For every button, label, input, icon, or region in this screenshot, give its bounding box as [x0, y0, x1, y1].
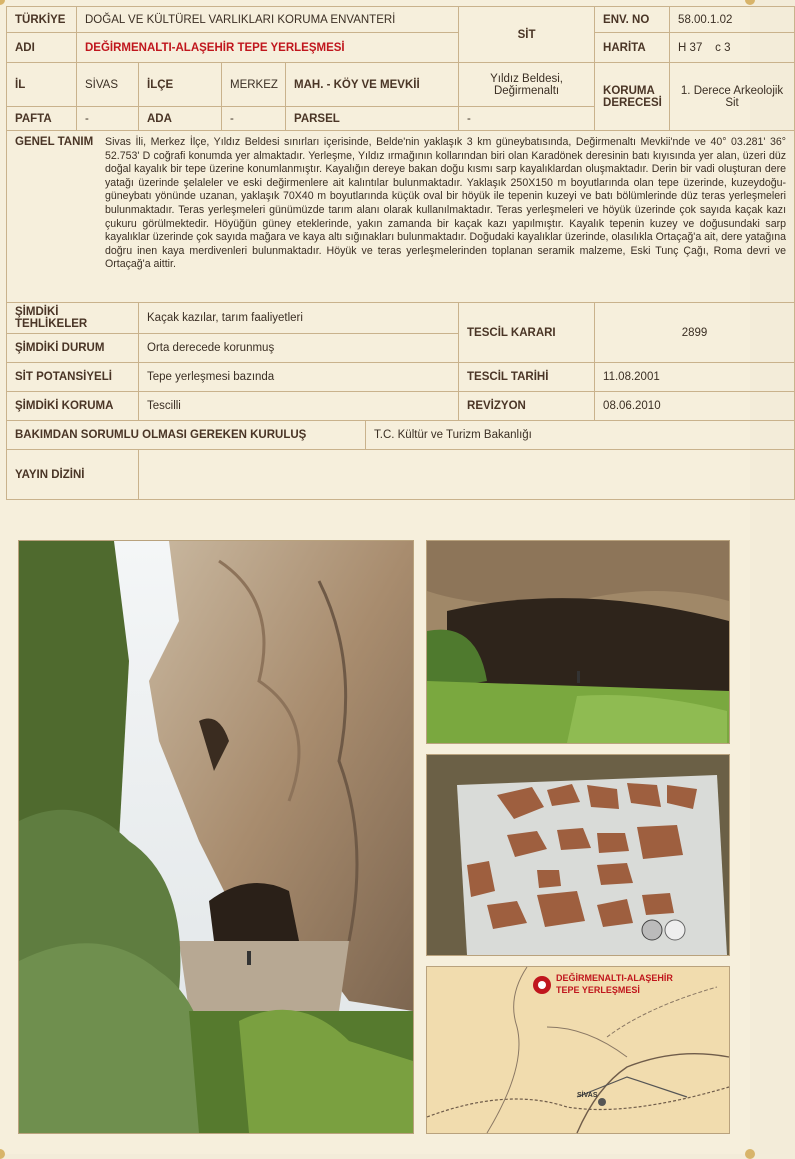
- yayin-value: [139, 450, 795, 500]
- cliff-photo: [18, 540, 414, 1134]
- pafta-label: PAFTA: [7, 107, 77, 131]
- corner-ornament: [745, 0, 755, 5]
- corner-ornament: [0, 0, 5, 5]
- durum-value: Orta derecede korunmuş: [139, 334, 459, 363]
- sit-label: SİT: [459, 7, 595, 63]
- simdiki-koruma-label: ŞİMDİKİ KORUMA: [7, 392, 139, 421]
- koruma-derecesi-label: KORUMA DERECESİ: [595, 63, 670, 131]
- harita-value-2: c 3: [715, 41, 731, 54]
- harita-value-1: H 37: [678, 41, 703, 54]
- yayin-label: YAYIN DİZİNİ: [7, 450, 139, 500]
- ada-value: -: [222, 107, 286, 131]
- cave-photo: [426, 540, 730, 744]
- tehlike-label: ŞİMDİKİ TEHLİKELER: [7, 303, 139, 334]
- ilce-label: İLÇE: [139, 63, 222, 107]
- mah-label: MAH. - KÖY VE MEVKİİ: [286, 63, 459, 107]
- durum-label: ŞİMDİKİ DURUM: [7, 334, 139, 363]
- ceramic-sherds-photo: [426, 754, 730, 956]
- harita-label: HARİTA: [595, 33, 670, 63]
- harita-value: [670, 33, 795, 63]
- kurulus-label: BAKIMDAN SORUMLU OLMASI GEREKEN KURULUŞ: [7, 421, 366, 450]
- genel-tanim-section: [7, 131, 795, 303]
- map-title-line1: DEĞİRMENALTI-ALAŞEHİR: [556, 973, 673, 983]
- tescil-karari-value: 2899: [595, 303, 795, 363]
- tehlike-value: Kaçak kazılar, tarım faaliyetleri: [139, 303, 459, 334]
- tescil-tarihi-value: 11.08.2001: [595, 363, 795, 392]
- revizyon-value: 08.06.2010: [595, 392, 795, 421]
- genel-tanim-text: Sivas İli, Merkez İlçe, Yıldız Beldesi sınırları içerisinde, Belde'nin yaklaşık 3 km güneybatısında, Değirmenaltı Mevkii'nde ve 40° 03.281' 36° 52.753' D coğrafi konumda yer almaktadır. Yerleşme, Yıldız ırmağının kollarından biri olan Karadönek deresinin batı kıyısında yer alan, üzeri düz doğal kayalık bir tepe üzerine konumlanmıştır. Kayalığın dereye bakan doğu kısmı sarp kayalıklardan oluşmaktadır. Derin bir vadi oluşturan dere yatağı üzerinde şelaleler ve eski değirmenlere ait kalıntılar bulunmaktadır. Yaklaşık 250X150 m boyutlarında olan tepe üzerinde, kuzeydoğu-güneybatı yönünde uzanan, yaklaşık 70X40 m boyutlarında küçük oval bir höyük ile tepenin kuzeyi ve batı bölümlerinde düz teras yerleşmeleri bulunmaktadır. Teras yerleşmeleri günümüzde tarım alanı olarak kullanılmaktadır. Teras yerleşmeleri ve höyük üzerinde çok sayıda kaçak kazı çukuru görülmektedir. Höyüğün güney eteklerinde, yakın zamanda bir kaçak kazı yapılmıştır. Kayalık tepenin kuzey ve doğusundaki sarp kayalıklar üzerinde çok sayıda mağara ve kaya altı sığınakları bulunmaktadır. Doğudaki kayalıklar üzerinde, olasılıkla Ortaçağ'a ait, dere yatağına doğru inen kaya merdivenleri bulunmaktadır. Höyük ve teras yerleşmelerinden toplanan seramik malzeme, Eski Tunç Çağı, Roma devri ve Ortaçağ'a aittir.: [105, 136, 787, 271]
- kurulus-value: T.C. Kültür ve Turizm Bakanlığı: [366, 421, 795, 450]
- koruma-derecesi-value: 1. Derece Arkeolojik Sit: [670, 63, 795, 131]
- site-name: DEĞİRMENALTI-ALAŞEHİR TEPE YERLEŞMESİ: [77, 33, 459, 63]
- tescil-karari-label: TESCİL KARARI: [459, 303, 595, 363]
- map-title-line2: TEPE YERLEŞMESİ: [556, 985, 640, 995]
- simdiki-koruma-value: Tescilli: [139, 392, 459, 421]
- name-label: ADI: [7, 33, 77, 63]
- parsel-value: -: [459, 107, 595, 131]
- inventory-title: DOĞAL VE KÜLTÜREL VARLIKLARI KORUMA ENVANTERİ: [77, 7, 459, 33]
- parsel-label: PARSEL: [286, 107, 459, 131]
- genel-tanim-label: GENEL TANIM: [15, 136, 94, 148]
- pafta-value: -: [77, 107, 139, 131]
- map-city-label: SİVAS: [577, 1092, 598, 1099]
- inventory-form-table: [6, 6, 795, 500]
- mah-value: Yıldız Beldesi, Değirmenaltı: [459, 63, 595, 107]
- potansiyel-label: SİT POTANSİYELİ: [7, 363, 139, 392]
- ilce-value: MERKEZ: [222, 63, 286, 107]
- tescil-tarihi-label: TESCİL TARİHİ: [459, 363, 595, 392]
- il-label: İL: [7, 63, 77, 107]
- ada-label: ADA: [139, 107, 222, 131]
- env-no-value: 58.00.1.02: [670, 7, 795, 33]
- il-value: SİVAS: [77, 63, 139, 107]
- revizyon-label: REVİZYON: [459, 392, 595, 421]
- corner-ornament: [0, 1149, 5, 1159]
- potansiyel-value: Tepe yerleşmesi bazında: [139, 363, 459, 392]
- turkiye-label: TÜRKİYE: [7, 7, 77, 33]
- corner-ornament: [745, 1149, 755, 1159]
- location-map: [426, 966, 730, 1134]
- env-no-label: ENV. NO: [595, 7, 670, 33]
